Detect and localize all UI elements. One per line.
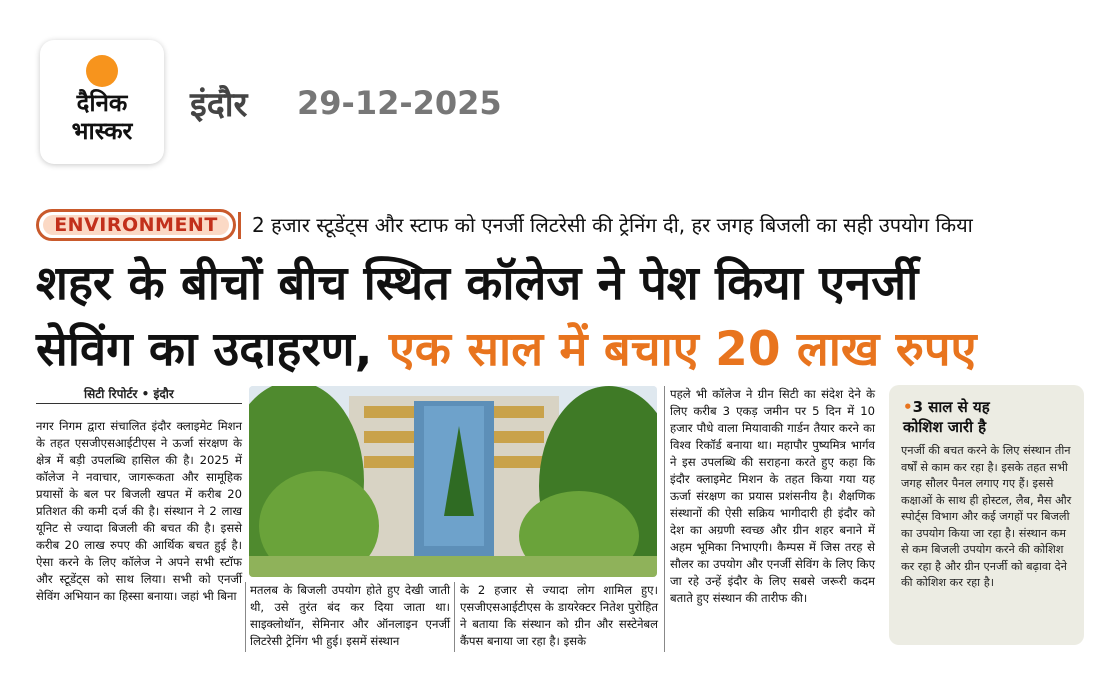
dainik-bhaskar-logo[interactable] <box>40 40 164 164</box>
headline-line2 <box>36 320 1086 380</box>
logo-sun-icon <box>86 55 118 87</box>
article-kicker: 2 हजार स्टूडेंट्स और स्टाफ को एनर्जी लिटरेसी की ट्रेनिंग दी, हर जगह बिजली का सही उपयोग किया <box>252 213 973 237</box>
college-photo <box>249 386 657 577</box>
sidebar-box <box>889 385 1084 645</box>
byline-rule <box>36 403 242 404</box>
headline-line1: शहर के बीचों बीच स्थित कॉलेज ने पेश किया एनर्जी <box>36 256 919 311</box>
sidebar-bullet-icon: • <box>903 398 913 416</box>
column-rule-3 <box>664 386 665 652</box>
logo-text-line1: दैनिक <box>76 89 128 117</box>
edition-date: 29-12-2025 <box>297 84 502 122</box>
kicker-divider <box>238 212 241 239</box>
category-tag-label: ENVIRONMENT <box>43 215 229 235</box>
sidebar-heading-line1: 3 साल से यह <box>912 398 990 416</box>
column-rule-1 <box>245 582 246 652</box>
logo-text-line2: भास्कर <box>71 117 133 145</box>
edition-city: इंदौर <box>190 85 248 125</box>
sidebar-heading <box>903 397 1079 437</box>
column-rule-2 <box>454 582 455 652</box>
category-tag <box>36 209 236 241</box>
article-column-2: मतलब के बिजली उपयोग होते हुए देखी जाती थी, उसे तुरंत बंद कर दिया जाता था। साइक्लोथॉन, सेमिनार और ऑनलाइन एनर्जी लिटरेसी ट्रेनिंग भी हुई। इसमें संस्थान <box>250 583 450 648</box>
college-building-illustration <box>249 386 657 577</box>
sidebar-body: एनर्जी की बचत करने के लिए संस्थान तीन वर्षों से काम कर रहा है। इसके तहत सभी जगह सौलर पैनल लगाए गए हैं। इससे कक्षाओं के साथ ही होस्टल, लैब, मैस और स्पोर्ट्स विभाग और कई जगहों पर बिजली का उपयोग किया जा रहा है। संस्थान कम से कम बिजली उपयोग करने की कोशिश कर रहा है और ग्रीन एनर्जी को बढ़ावा देने की कोशिश कर रहा है। <box>901 444 1072 589</box>
headline-line2-highlight: एक साल में बचाए 20 लाख रुपए <box>388 322 977 377</box>
byline: सिटी रिपोर्टर • इंदौर <box>84 387 174 401</box>
article-column-1: नगर निगम द्वारा संचालित इंदौर क्लाइमेट मिशन के तहत एसजीएसआईटीएस ने ऊर्जा संरक्षण के क्षेत्र में बड़ी उपलब्धि हासिल की है। 2025 में कॉलेज ने नवाचार, जागरूकता और सामूहिक प्रयासों के बल पर बिजली खपत में करीब 20 प्रतिशत की कमी दर्ज की है। संस्थान ने 2 लाख यूनिट से ज्यादा बिजली की बचत की है। इससे करीब 20 लाख रुपए की आर्थिक बचत हुई है। ऐसा करने के लिए कॉलेज ने अपने सभी स्टॉफ और स्टूडेंट्स को साथ लिया। सभी को एनर्जी सेविंग अभियान का हिस्सा बनाया। जहां भी बिना <box>36 419 242 603</box>
sidebar-heading-line2: कोशिश जारी है <box>903 418 987 436</box>
article-column-3: के 2 हजार से ज्यादा लोग शामिल हुए। एसजीएसआईटीएस के डायरेक्टर नितेश पुरोहित ने बताया कि संस्थान को ग्रीन और सस्टेनेबल कैंपस बनाया जा रहा है। इसके <box>460 583 658 648</box>
article-column-4: पहले भी कॉलेज ने ग्रीन सिटी का संदेश देने के लिए करीब 3 एकड़ जमीन पर 5 दिन में 10 हजार पौधे वाला मियावाकी गार्डन तैयार करने का विश्व रिकॉर्ड बनाया था। महापौर पुष्यमित्र भार्गव ने इस उपलब्धि की सराहना करते हुए कहा कि इंदौर क्लाइमेट मिशन के तहत किया गया यह ऊर्जा संरक्षण का प्रयास प्रशंसनीय है। शैक्षणिक संस्थानों की ऐसी सक्रिय भागीदारी ही इंदौर को देश का अग्रणी स्वच्छ और ग्रीन शहर बनाने में अहम भूमिका निभाएगी। कैम्पस में जिस तरह से सौलर का उपयोग और एनर्जी सेविंग के लिए किए जा रहे उन्हें इंदौर के लिए सबसे जरूरी कदम बताते हुए संस्थान की तारीफ की। <box>670 387 875 605</box>
headline-line2-black: सेविंग का उदाहरण, <box>36 322 373 377</box>
